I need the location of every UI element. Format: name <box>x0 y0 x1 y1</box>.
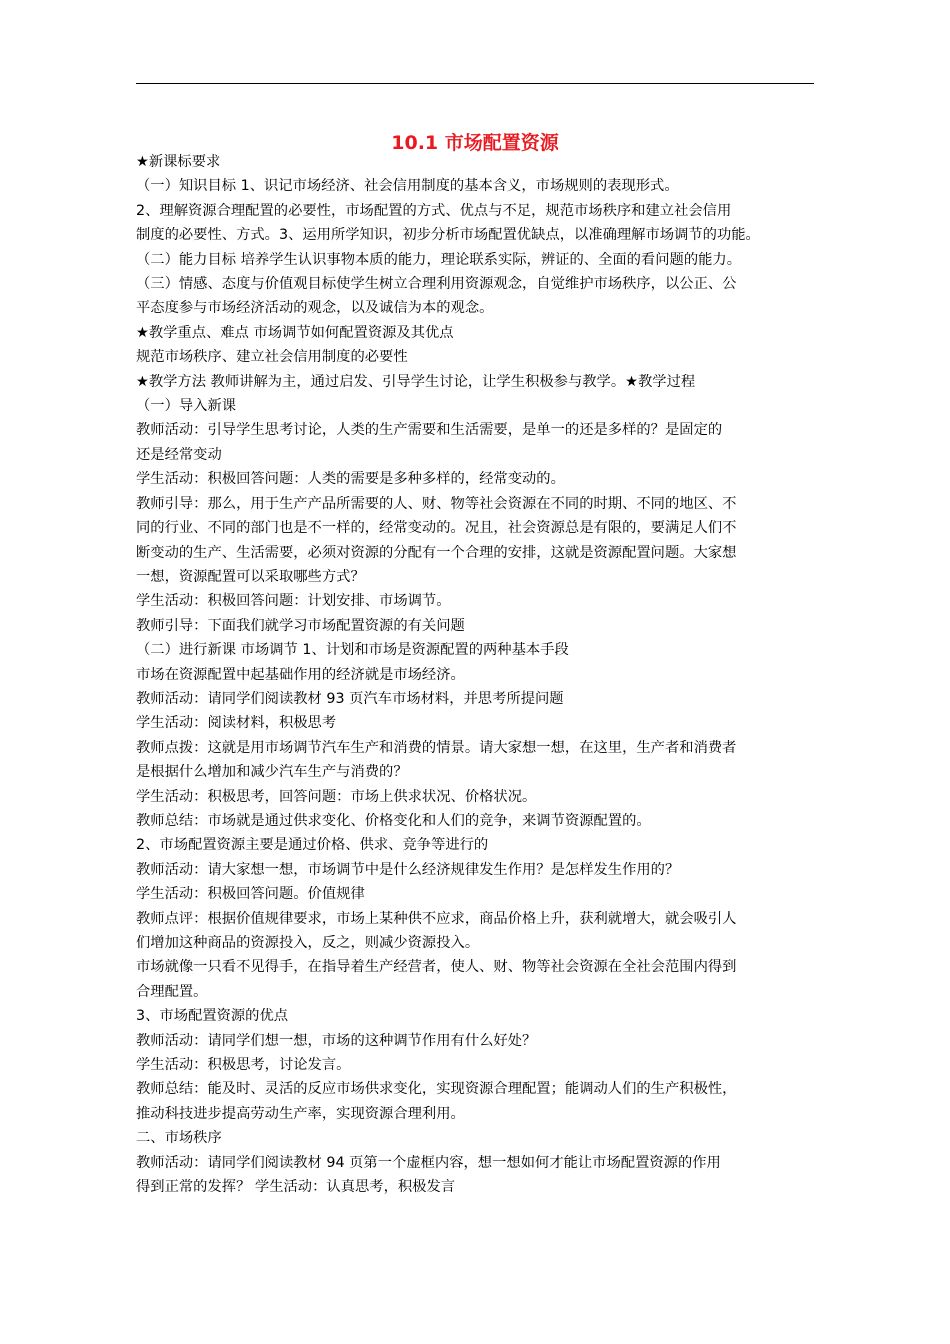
text-line: 平态度参与市场经济活动的观念，以及诚信为本的观念。 <box>136 300 494 317</box>
text-line: 学生活动：阅读材料，积极思考 <box>136 715 337 732</box>
text-line: 学生活动：积极回答问题：计划安排、市场调节。 <box>136 593 451 610</box>
text-line: 教师总结：能及时、灵活的反应市场供求变化，实现资源合理配置；能调动人们的生产积极性， <box>136 1081 737 1098</box>
text-line: 一想，资源配置可以采取哪些方式？ <box>136 568 365 585</box>
text-line: 3、市场配置资源的优点 <box>136 1008 289 1025</box>
page-title: 10.1 市场配置资源 <box>391 132 559 154</box>
text-line: 2、理解资源合理配置的必要性，市场配置的方式、优点与不足，规范市场秩序和建立社会信用 <box>136 202 732 219</box>
text-line: 二、市场秩序 <box>136 1130 222 1147</box>
text-line: ★教学方法 教师讲解为主，通过启发、引导学生讨论，让学生积极参与教学。★教学过程 <box>136 373 696 390</box>
text-line: 断变动的生产、生活需要，必须对资源的分配有一个合理的安排，这就是资源配置问题。大家想 <box>136 544 737 561</box>
text-line: （三）情感、态度与价值观目标使学生树立合理利用资源观念，自觉维护市场秩序，以公正、公 <box>136 276 737 293</box>
text-line: 规范市场秩序、建立社会信用制度的必要性 <box>136 349 408 366</box>
text-line: 市场在资源配置中起基础作用的经济就是市场经济。 <box>136 666 465 683</box>
text-line: 教师总结：市场就是通过供求变化、价格变化和人们的竞争，来调节资源配置的。 <box>136 812 651 829</box>
body-text <box>136 150 814 1199</box>
text-line: 教师点评：根据价值规律要求，市场上某种供不应求，商品价格上升，获利就增大，就会吸引人 <box>136 910 737 927</box>
text-line: 合理配置。 <box>136 983 208 1000</box>
text-line: 教师引导：那么，用于生产产品所需要的人、财、物等社会资源在不同的时期、不同的地区、不 <box>136 495 737 512</box>
text-line: 教师点拨：这就是用市场调节汽车生产和消费的情景。请大家想一想，在这里，生产者和消费者 <box>136 739 737 756</box>
text-line: 学生活动：积极回答问题。价值规律 <box>136 886 365 903</box>
text-line: 教师活动：请同学们想一想，市场的这种调节作用有什么好处？ <box>136 1032 537 1049</box>
text-line: 教师活动：请大家想一想，市场调节中是什么经济规律发生作用？是怎样发生作用的？ <box>136 861 680 878</box>
text-line: （二）能力目标 培养学生认识事物本质的能力，理论联系实际，辨证的、全面的看问题的能力。 <box>136 251 742 268</box>
text-line: ★新课标要求 <box>136 154 221 170</box>
text-line: 制度的必要性、方式。3、运用所学知识，初步分析市场配置优缺点，以准确理解市场调节的功能。 <box>136 227 760 244</box>
text-line: 教师活动：请同学们阅读教材 94 页第一个虚框内容，想一想如何才能让市场配置资源的作用 <box>136 1154 721 1171</box>
text-line: 2、市场配置资源主要是通过价格、供求、竞争等进行的 <box>136 837 489 854</box>
text-line: （一）导入新课 <box>136 398 237 415</box>
text-line: 学生活动：积极思考，回答问题：市场上供求状况、价格状况。 <box>136 788 537 805</box>
text-line: 教师引导：下面我们就学习市场配置资源的有关问题 <box>136 617 465 634</box>
text-line: 还是经常变动 <box>136 446 222 463</box>
text-line: 教师活动：请同学们阅读教材 93 页汽车市场材料，并思考所提问题 <box>136 690 564 707</box>
text-line: （一）知识目标 1、识记市场经济、社会信用制度的基本含义，市场规则的表现形式。 <box>136 178 679 195</box>
text-line: 市场就像一只看不见得手，在指导着生产经营者，使人、财、物等社会资源在全社会范围内得到 <box>136 959 737 976</box>
text-line: 是根据什么增加和减少汽车生产与消费的？ <box>136 764 408 781</box>
text-line: （二）进行新课 市场调节 1、计划和市场是资源配置的两种基本手段 <box>136 642 569 659</box>
text-line: 得到正常的发挥？ 学生活动：认真思考，积极发言 <box>136 1179 456 1196</box>
header-rule <box>136 83 814 84</box>
text-line: 教师活动：引导学生思考讨论，人类的生产需要和生活需要，是单一的还是多样的？是固定的 <box>136 422 723 439</box>
text-line: 学生活动：积极思考，讨论发言。 <box>136 1057 351 1074</box>
text-line: 们增加这种商品的资源投入，反之，则减少资源投入。 <box>136 935 480 951</box>
text-line: 推动科技进步提高劳动生产率，实现资源合理利用。 <box>136 1105 465 1122</box>
text-line: 学生活动：积极回答问题：人类的需要是多种多样的，经常变动的。 <box>136 471 565 488</box>
text-line: 同的行业、不同的部门也是不一样的，经常变动的。况且，社会资源总是有限的，要满足人们不 <box>136 520 737 537</box>
text-line: ★教学重点、难点 市场调节如何配置资源及其优点 <box>136 324 454 341</box>
